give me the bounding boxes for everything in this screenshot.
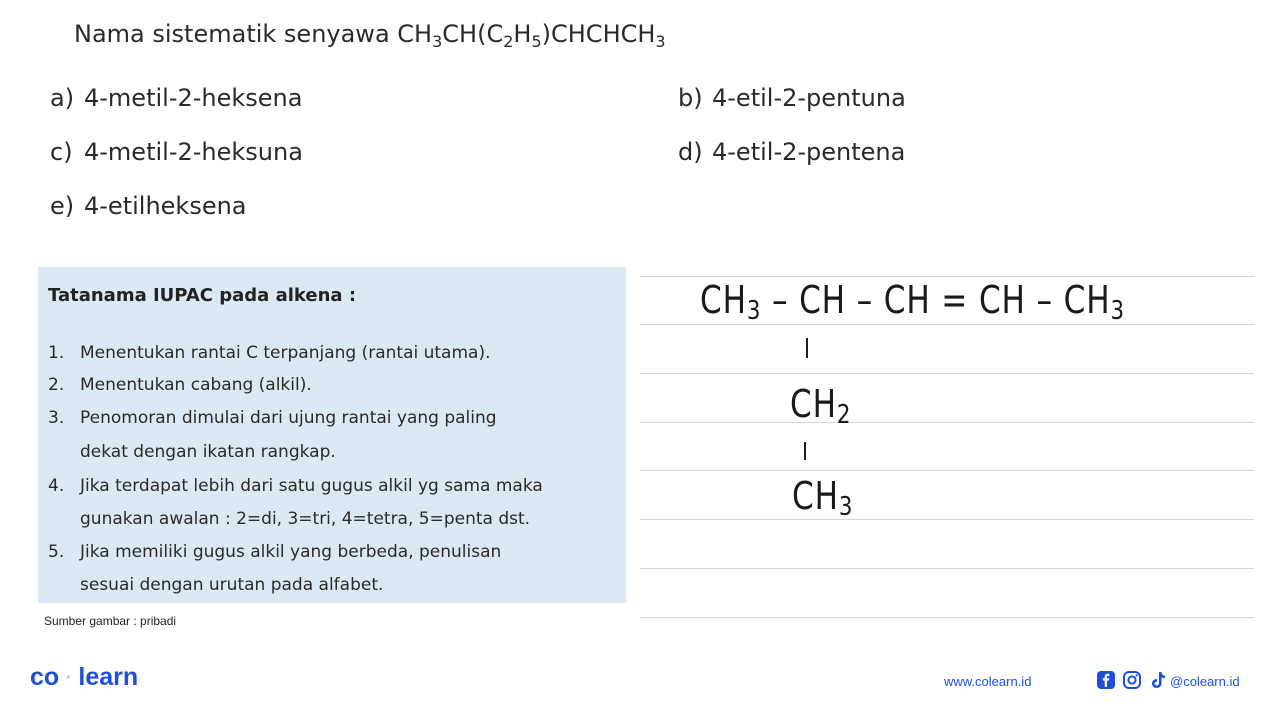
social-handle[interactable]: @colearn.id — [1170, 674, 1240, 689]
rule-item: 5. Jika memiliki gugus alkil yang berbeda, penulisan — [48, 542, 502, 562]
colearn-logo: co · learn — [30, 663, 139, 691]
option-letter: c) — [50, 138, 73, 166]
branch-bond-bottom — [804, 442, 806, 460]
instagram-icon[interactable] — [1122, 670, 1142, 690]
ruled-line — [640, 519, 1254, 520]
question-text — [74, 20, 666, 51]
rule-item-continued: sesuai dengan urutan pada alfabet. — [80, 575, 384, 595]
option-letter: a) — [50, 84, 75, 112]
formula: $CH_3CH(C_2H_5)CHCHCH_3$ — [397, 20, 666, 51]
image-source: Sumber gambar : pribadi — [44, 614, 177, 628]
option-text: 4-etil-2-pentuna — [712, 84, 906, 112]
ruled-line — [640, 470, 1254, 471]
ruled-line — [640, 276, 1254, 277]
handwritten-ch3: $CH_3$ — [792, 474, 854, 522]
rules-title: Tatanama IUPAC pada alkena : — [48, 285, 357, 306]
option-letter: d) — [678, 138, 703, 166]
option-text: 4-etilheksena — [84, 192, 247, 220]
rule-item: 2. Menentukan cabang (alkil). — [48, 375, 312, 395]
rule-item-continued: gunakan awalan : 2=di, 3=tri, 4=tetra, 5=penta dst. — [80, 509, 531, 529]
option-b[interactable] — [678, 84, 906, 112]
ruled-line — [640, 324, 1254, 325]
option-d[interactable] — [678, 138, 905, 166]
handwritten-main-chain: $CH_3$ – CH – CH = CH – $CH_3$ — [700, 278, 1125, 326]
rule-item: 3. Penomoran dimulai dari ujung rantai yang paling — [48, 408, 497, 428]
ruled-line — [640, 568, 1254, 569]
option-text: 4-metil-2-heksena — [84, 84, 303, 112]
option-letter: b) — [678, 84, 703, 112]
website-link[interactable]: www.colearn.id — [944, 674, 1032, 689]
facebook-icon[interactable] — [1096, 670, 1116, 690]
option-c[interactable] — [50, 138, 303, 166]
option-letter: e) — [50, 192, 75, 220]
rule-item-continued: dekat dengan ikatan rangkap. — [80, 442, 336, 462]
option-text: 4-metil-2-heksuna — [84, 138, 303, 166]
rule-item: 4. Jika terdapat lebih dari satu gugus alkil yg sama maka — [48, 476, 543, 496]
ruled-line — [640, 617, 1254, 618]
option-a[interactable] — [50, 84, 302, 112]
branch-bond-top — [806, 338, 808, 358]
question-prefix: Nama sistematik senyawa — [74, 20, 398, 48]
handwritten-ch2: $CH_2$ — [790, 382, 852, 430]
option-e[interactable] — [50, 192, 247, 220]
tiktok-icon[interactable] — [1148, 670, 1168, 690]
iupac-rules-box — [38, 267, 626, 603]
rule-item: 1. Menentukan rantai C terpanjang (rantai utama). — [48, 343, 491, 363]
option-text: 4-etil-2-pentena — [712, 138, 906, 166]
ruled-line — [640, 422, 1254, 423]
ruled-line — [640, 373, 1254, 374]
